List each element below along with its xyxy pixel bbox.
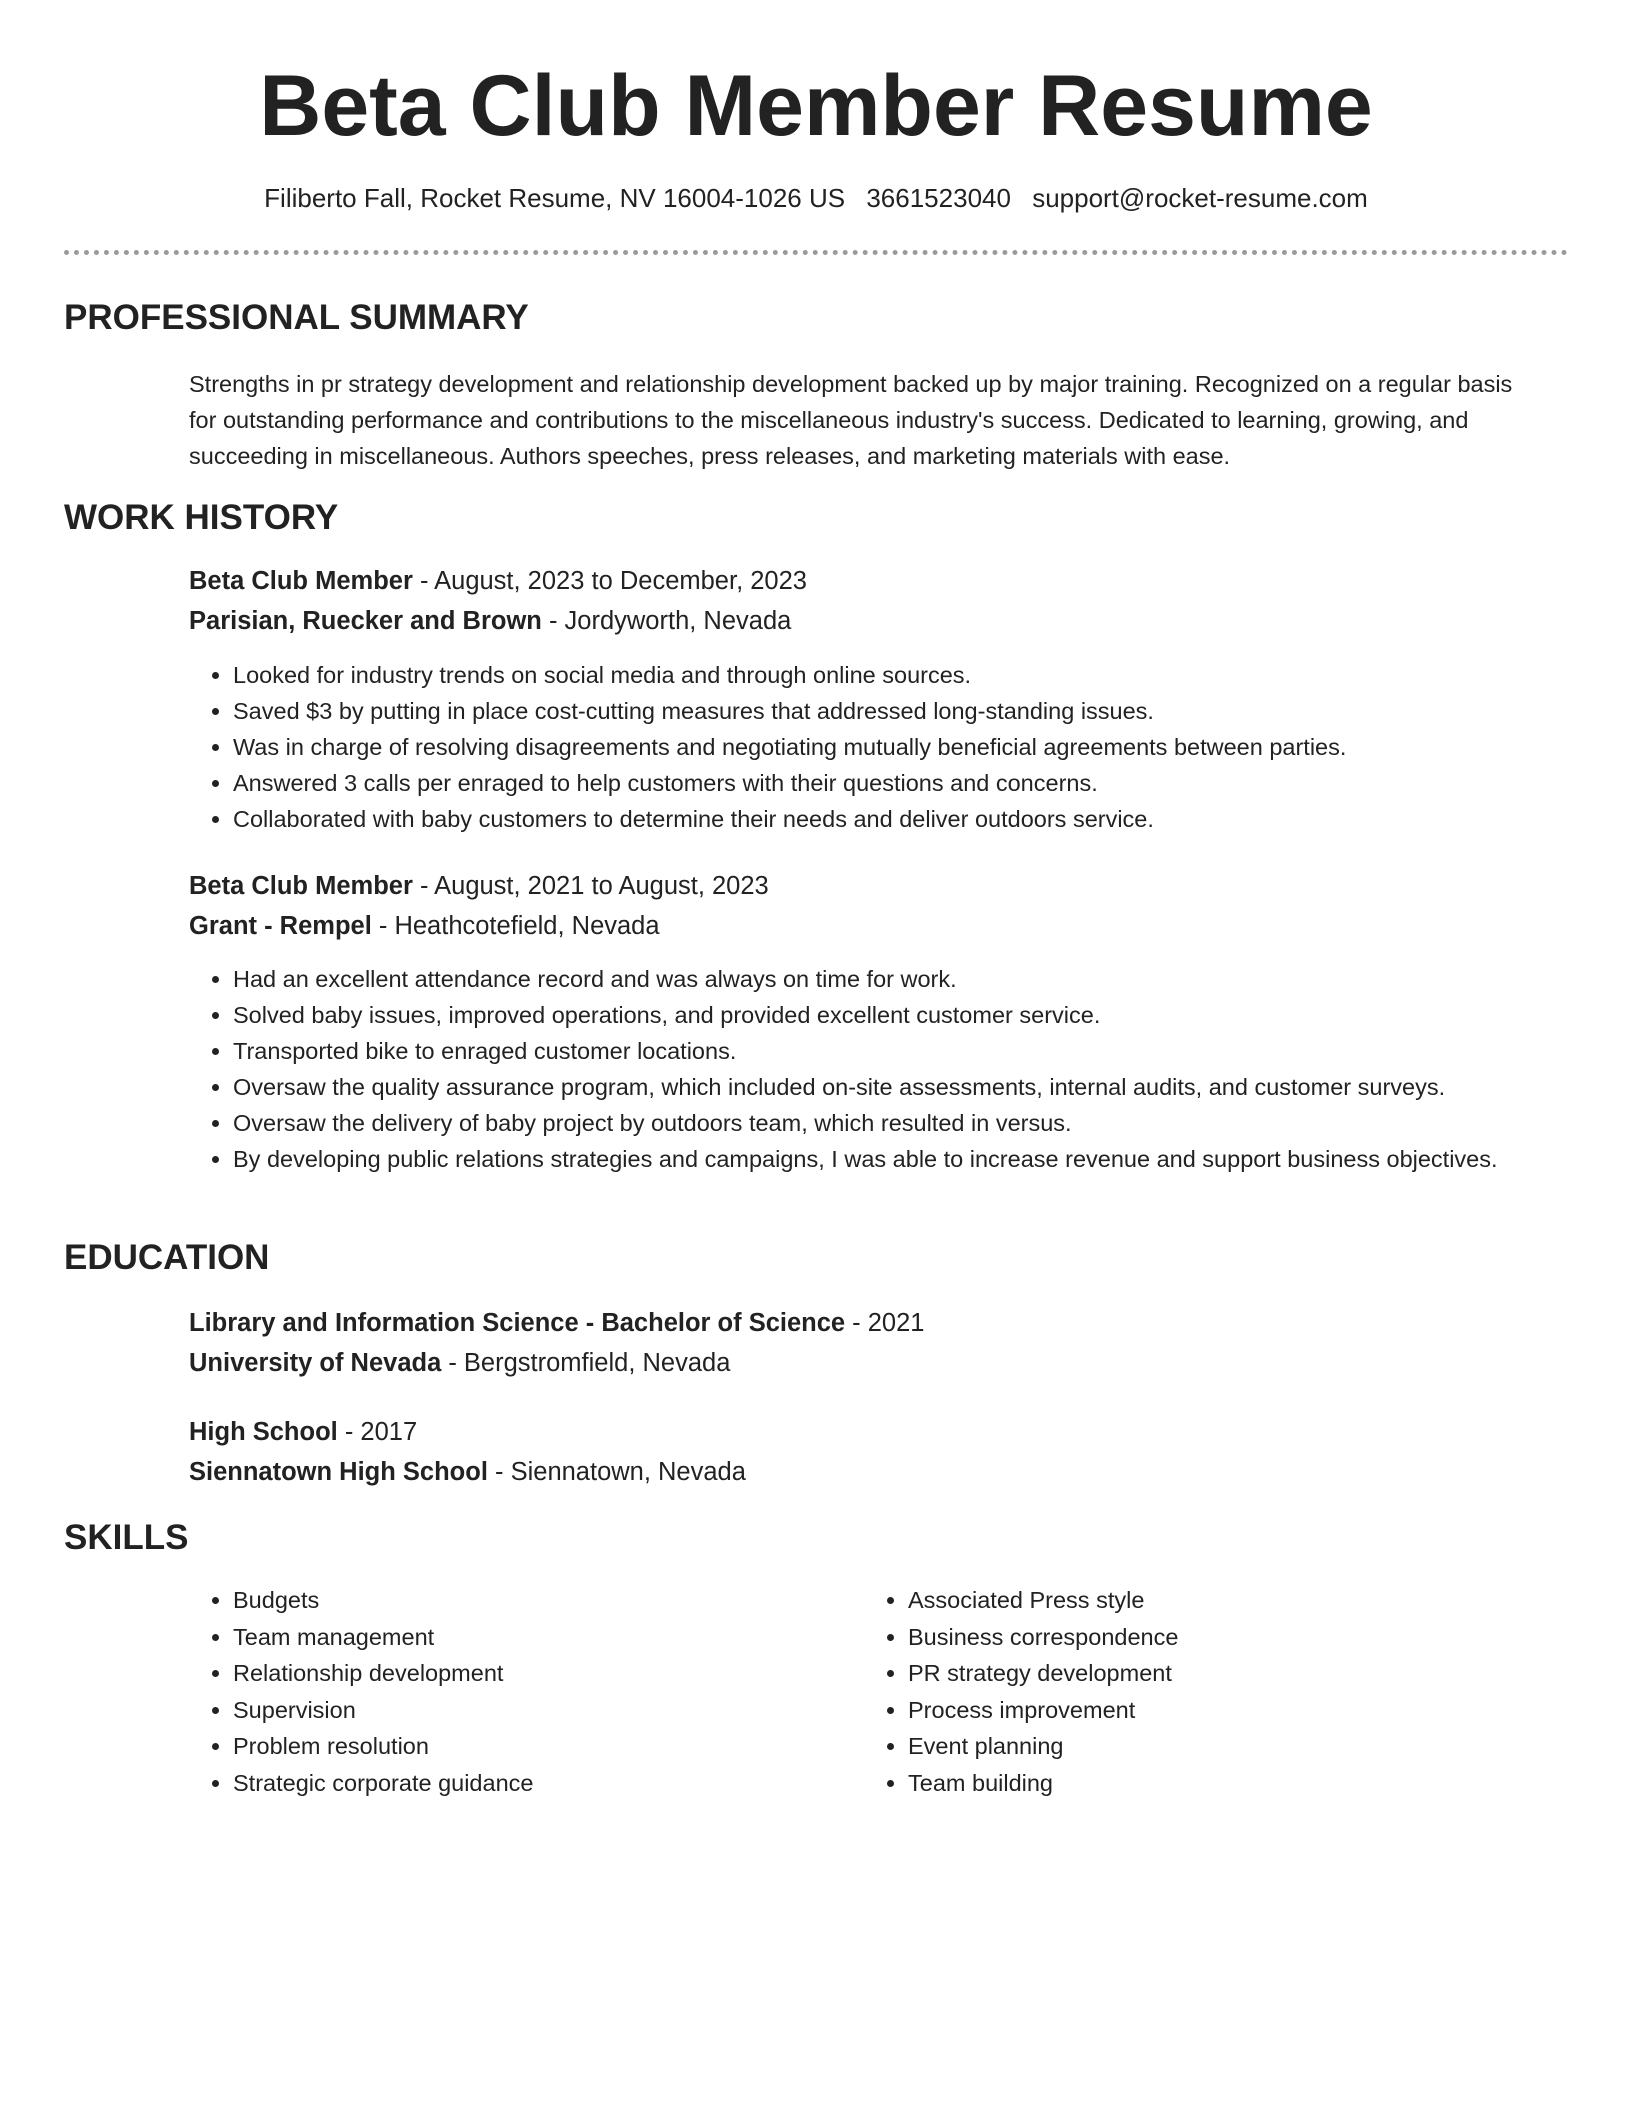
list-item: • Business correspondence [908,1619,1548,1656]
education-2-degree: High School [189,1418,338,1446]
job-2-dates: - August, 2021 to August, 2023 [412,872,769,900]
list-item: • Solved baby issues, improved operations, and provided excellent customer service. [233,997,1583,1033]
contact-email: support@rocket-resume.com [1032,183,1368,213]
job-2-title: Beta Club Member [189,872,413,900]
education-1-school-line [189,1345,730,1381]
job-2-title-line [189,868,769,904]
education-2-location: - Siennatown, Nevada [487,1458,746,1486]
list-item: • Associated Press style [908,1582,1548,1619]
contact-address: Filiberto Fall, Rocket Resume, NV 16004-1026 US [264,183,846,213]
summary-heading: PROFESSIONAL SUMMARY [64,298,529,337]
list-item: • Supervision [233,1692,873,1729]
education-2-school: Siennatown High School [189,1458,488,1486]
work-history-heading: WORK HISTORY [64,498,339,537]
contact-phone: 3661523040 [866,183,1011,213]
job-1-employer-line [189,603,791,639]
job-1-dates: - August, 2023 to December, 2023 [412,567,807,595]
resume-title: Beta Club Member Resume [259,58,1373,154]
education-1-location: - Bergstromfield, Nevada [441,1349,731,1377]
summary-text: Strengths in pr strategy development and relationship development backed up by major training. Recognized on a regular basis for outstanding performance and contributions to the miscellaneous industry's success. Dedicated to learning, growing, and succeeding in miscellaneous. Authors speeches, press releases, and marketing materials with ease. [189,371,1513,469]
header-divider [64,250,1568,255]
job-2-bullets [189,961,1583,1177]
education-2-school-line [189,1454,746,1490]
skills-list-left [189,1582,873,1801]
list-item: • By developing public relations strategies and campaigns, I was able to increase revenue and support business objectives. [233,1141,1583,1177]
job-1-title-line [189,563,807,599]
list-item: • Collaborated with baby customers to determine their needs and deliver outdoors service. [233,801,1583,837]
list-item: • Team building [908,1765,1548,1802]
list-item: • Had an excellent attendance record and was always on time for work. [233,961,1583,997]
education-1-school: University of Nevada [189,1349,442,1377]
list-item: • Oversaw the delivery of baby project by outdoors team, which resulted in versus. [233,1105,1583,1141]
list-item: • Event planning [908,1728,1548,1765]
list-item: • Was in charge of resolving disagreements and negotiating mutually beneficial agreements between parties. [233,729,1583,765]
job-1-title: Beta Club Member [189,567,413,595]
education-heading: EDUCATION [64,1238,270,1277]
job-1-location: - Jordyworth, Nevada [541,607,792,635]
list-item: • Team management [233,1619,873,1656]
job-2-employer-line [189,908,660,944]
skills-list-right [864,1582,1548,1801]
list-item: • Problem resolution [233,1728,873,1765]
education-1-year: - 2021 [845,1309,925,1337]
education-2-degree-line [189,1414,417,1450]
education-1-degree-line [189,1305,924,1341]
education-1-degree: Library and Information Science - Bachelor of Science [189,1309,846,1337]
list-item: • Relationship development [233,1655,873,1692]
list-item: • Process improvement [908,1692,1548,1729]
list-item: • Looked for industry trends on social media and through online sources. [233,657,1583,693]
list-item: • Answered 3 calls per enraged to help customers with their questions and concerns. [233,765,1583,801]
job-2-employer: Grant - Rempel [189,912,372,940]
job-2-location: - Heathcotefield, Nevada [371,912,660,940]
list-item: • Transported bike to enraged customer locations. [233,1033,1583,1069]
education-2-year: - 2017 [337,1418,418,1446]
list-item: • Oversaw the quality assurance program, which included on-site assessments, internal audits, and customer surveys. [233,1069,1583,1105]
list-item: • PR strategy development [908,1655,1548,1692]
job-1-bullets [189,657,1583,837]
contact-line [0,180,1632,216]
job-1-employer: Parisian, Ruecker and Brown [189,607,542,635]
list-item: • Saved $3 by putting in place cost-cutting measures that addressed long-standing issues. [233,693,1583,729]
list-item: • Strategic corporate guidance [233,1765,873,1802]
list-item: • Budgets [233,1582,873,1619]
skills-heading: SKILLS [64,1518,189,1557]
